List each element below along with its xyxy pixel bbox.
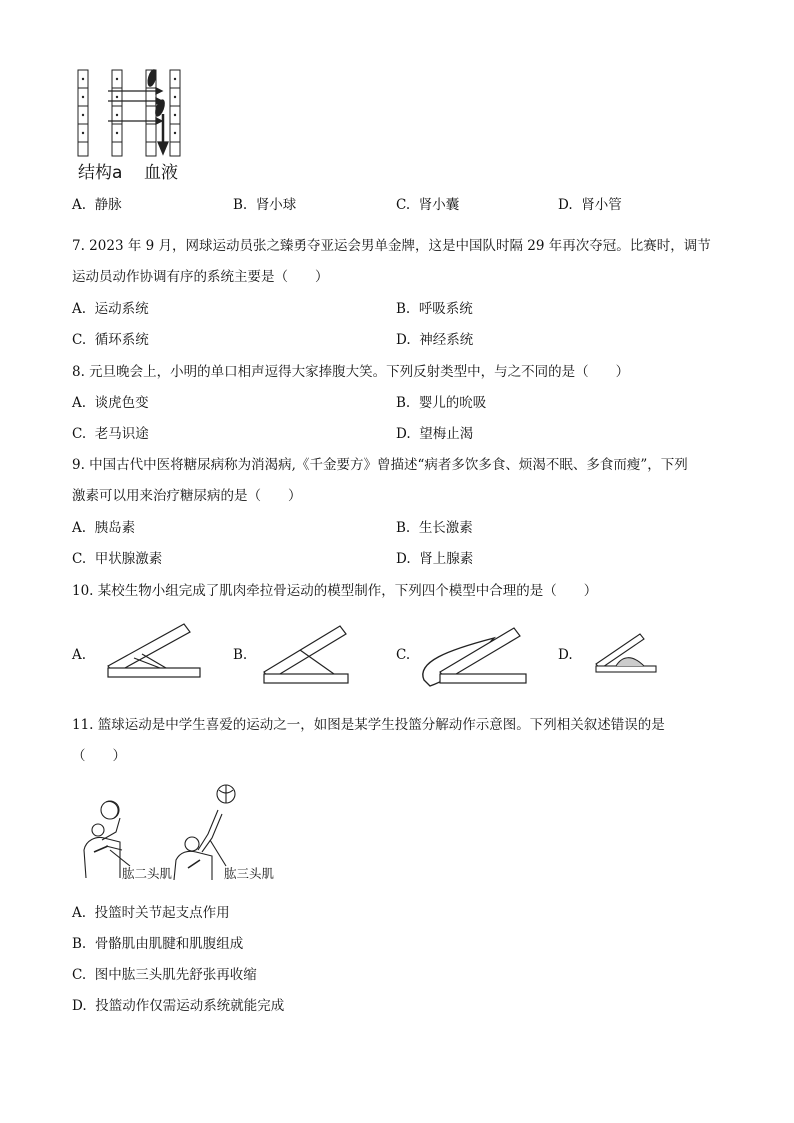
q6-option-a[interactable]: A. 静脉 — [72, 197, 122, 213]
q10-option-c-label[interactable]: C. — [396, 647, 411, 663]
model-b-diagram[interactable] — [260, 622, 360, 684]
q11-option-b[interactable]: B. 骨骼肌由肌腱和肌腹组成 — [72, 936, 244, 952]
figure-label-triceps: 肱三头肌 — [224, 866, 275, 881]
q10-stem-line1: 10. 某校生物小组完成了肌肉牵拉骨运动的模型制作，下列四个模型中合理的是（ ） — [72, 583, 598, 599]
q7-option-b[interactable]: B. 呼吸系统 — [396, 301, 473, 317]
model-a-diagram[interactable] — [104, 622, 204, 684]
q7-option-c[interactable]: C. 循环系统 — [72, 332, 149, 348]
q11-option-d[interactable]: D. 投篮动作仅需运动系统就能完成 — [72, 998, 285, 1014]
q7-stem-line1: 7. 2023 年 9 月，网球运动员张之臻勇夺亚运会男单金牌，这是中国队时隔 29 年再次夺冠。比赛时，调节 — [72, 238, 711, 254]
q11-stem-line1: 11. 篮球运动是中学生喜爱的运动之一，如图是某学生投篮分解动作示意图。下列相关叙述错误的是 — [72, 717, 665, 733]
q10-option-a-label[interactable]: A. — [72, 647, 87, 663]
figure-label-structure-a: 结构a — [78, 163, 123, 183]
q11-option-c[interactable]: C. 图中肱三头肌先舒张再收缩 — [72, 967, 257, 983]
q8-option-b[interactable]: B. 婴儿的吮吸 — [396, 395, 487, 411]
q8-option-c[interactable]: C. 老马识途 — [72, 426, 149, 442]
q7-stem-line2: 运动员动作协调有序的系统主要是（ ） — [72, 269, 329, 285]
figure-label-biceps: 肱二头肌 — [122, 866, 173, 881]
q8-option-a[interactable]: A. 谈虎色变 — [72, 395, 149, 411]
model-d-diagram[interactable] — [592, 626, 664, 674]
q10-option-d-label[interactable]: D. — [558, 647, 573, 663]
q8-stem-line1: 8. 元旦晚会上，小明的单口相声逗得大家捧腹大笑。下列反射类型中，与之不同的是（ ） — [72, 364, 630, 380]
q7-option-d[interactable]: D. 神经系统 — [396, 332, 474, 348]
q9-stem-line1: 9. 中国古代中医将糖尿病称为消渴病,《千金要方》曾描述“病者多饮多食、烦渴不眠、多食而瘦”，下列 — [72, 457, 688, 473]
q6-option-d[interactable]: D. 肾小管 — [558, 197, 622, 213]
q9-option-d[interactable]: D. 肾上腺素 — [396, 551, 474, 567]
q11-option-a[interactable]: A. 投篮时关节起支点作用 — [72, 905, 230, 921]
q9-stem-line2: 激素可以用来治疗糖尿病的是（ ） — [72, 488, 302, 504]
figure-label-blood: 血液 — [144, 163, 178, 183]
q6-option-b[interactable]: B. 肾小球 — [233, 197, 297, 213]
q6-option-c[interactable]: C. 肾小囊 — [396, 197, 460, 213]
kidney-structure-figure — [72, 64, 192, 182]
q8-option-d[interactable]: D. 望梅止渴 — [396, 426, 474, 442]
basketball-shooting-figure — [76, 780, 296, 886]
q10-option-b-label[interactable]: B. — [233, 647, 248, 663]
q9-option-b[interactable]: B. 生长激素 — [396, 520, 473, 536]
q7-option-a[interactable]: A. 运动系统 — [72, 301, 149, 317]
q11-stem-line2: （ ） — [72, 748, 126, 764]
q9-option-a[interactable]: A. 胰岛素 — [72, 520, 136, 536]
q9-option-c[interactable]: C. 甲状腺激素 — [72, 551, 163, 567]
model-c-diagram[interactable] — [418, 622, 530, 692]
